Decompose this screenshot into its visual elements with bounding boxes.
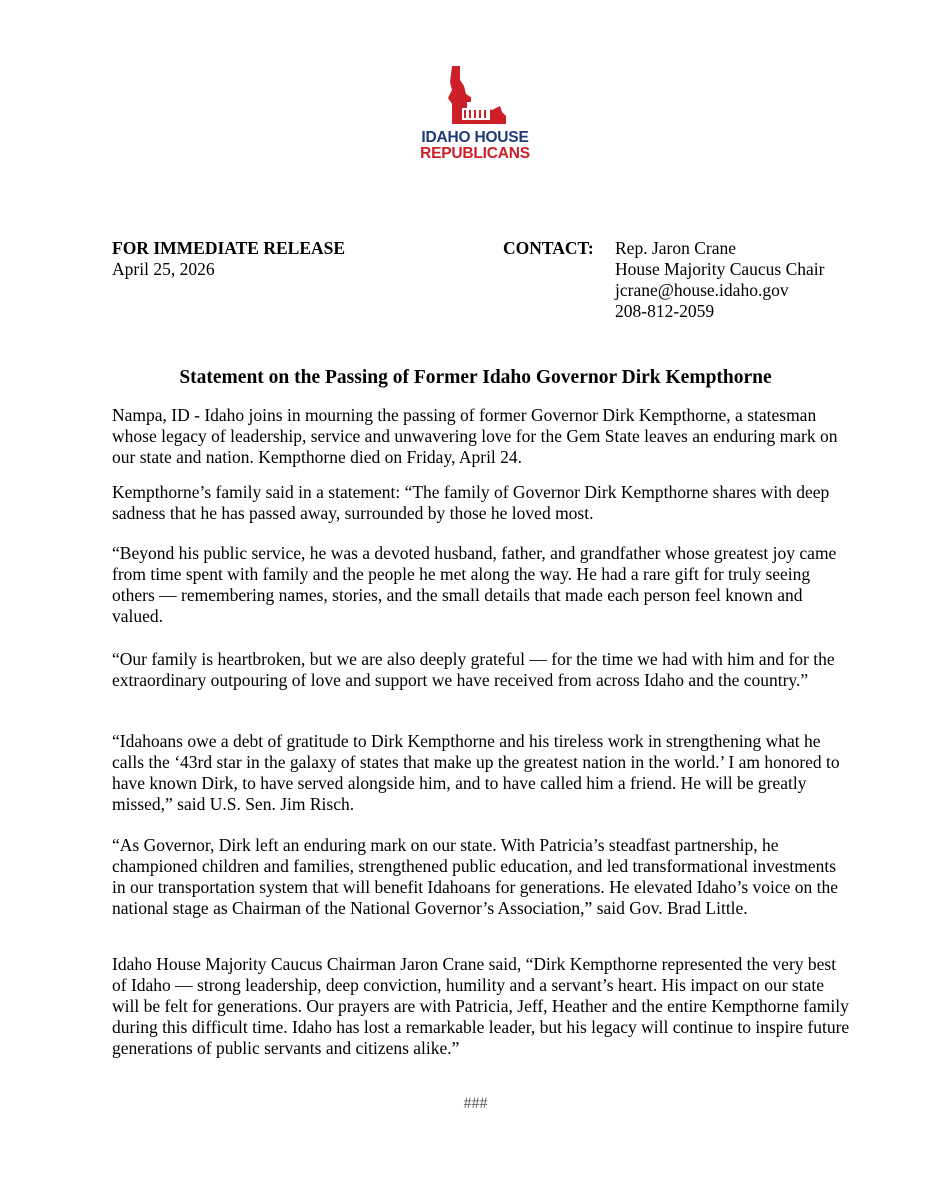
contact-phone: 208-812-2059 [615, 301, 715, 321]
paragraph-public-service: “Beyond his public service, he was a devoted husband, father, and grandfather whose greatest joy came from time spent with family and the people he met along the way. He had a rare gift for truly seeing others — remembering names, stories, and the small details that made each person feel known and valued. [112, 543, 837, 626]
logo-text-idaho-house: IDAHO HOUSE [421, 129, 529, 146]
paragraph-risch-quote: “Idahoans owe a debt of gratitude to Dirk Kempthorne and his tireless work in strengthening what he calls the ‘43rd star in the galaxy of states that make up the greatest nation in the world.’ I am honored to have known Dirk, to have served alongside him, and to have called him a friend. He will be greatly missed,” said U.S. Sen. Jim Risch. [112, 731, 840, 814]
end-mark: ### [463, 1095, 488, 1112]
logo-text-republicans: REPUBLICANS [420, 145, 530, 162]
contact-email: jcrane@house.idaho.gov [615, 280, 789, 300]
contact-block [615, 238, 824, 322]
paragraph-heartbroken: “Our family is heartbroken, but we are also deeply grateful — for the time we had with him and for the extraordinary outpouring of love and support we have received from across Idaho and the country.” [112, 649, 835, 690]
idaho-capitol-icon [438, 64, 512, 126]
idaho-house-republicans-logo [410, 64, 540, 164]
paragraph-intro: Nampa, ID - Idaho joins in mourning the passing of former Governor Dirk Kempthorne, a statesman whose legacy of leadership, service and unwavering love for the Gem State leaves an enduring mark on our state and nation. Kempthorne died on Friday, April 24. [112, 405, 838, 467]
contact-name: Rep. Jaron Crane [615, 238, 737, 258]
release-date: April 25, 2026 [112, 259, 215, 279]
contact-label: CONTACT: [503, 238, 594, 258]
paragraph-crane-quote: Idaho House Majority Caucus Chairman Jaron Crane said, “Dirk Kempthorne represented the very best of Idaho — strong leadership, deep conviction, humility and a servant’s heart. His impact on our state will be felt for generations. Our prayers are with Patricia, Jeff, Heather and the entire Kempthorne family during this difficult time. Idaho has lost a remarkable leader, but his legacy will continue to inspire future generations of public servants and citizens alike.” [112, 954, 850, 1058]
release-block [112, 238, 345, 280]
contact-title: House Majority Caucus Chair [615, 259, 825, 279]
paragraph-family-statement: Kempthorne’s family said in a statement: “The family of Governor Dirk Kempthorne shares with deep sadness that he has passed away, surrounded by those he loved most. [112, 482, 830, 523]
headline: Statement on the Passing of Former Idaho Governor Dirk Kempthorne [179, 367, 772, 388]
release-label: FOR IMMEDIATE RELEASE [112, 238, 346, 258]
paragraph-little-quote: “As Governor, Dirk left an enduring mark on our state. With Patricia’s steadfast partnership, he championed children and families, strengthened public education, and led transformational investments in our transportation system that will benefit Idahoans for generations. He elevated Idaho’s voice on the national stage as Chairman of the National Governor’s Association,” said Gov. Brad Little. [112, 835, 839, 918]
